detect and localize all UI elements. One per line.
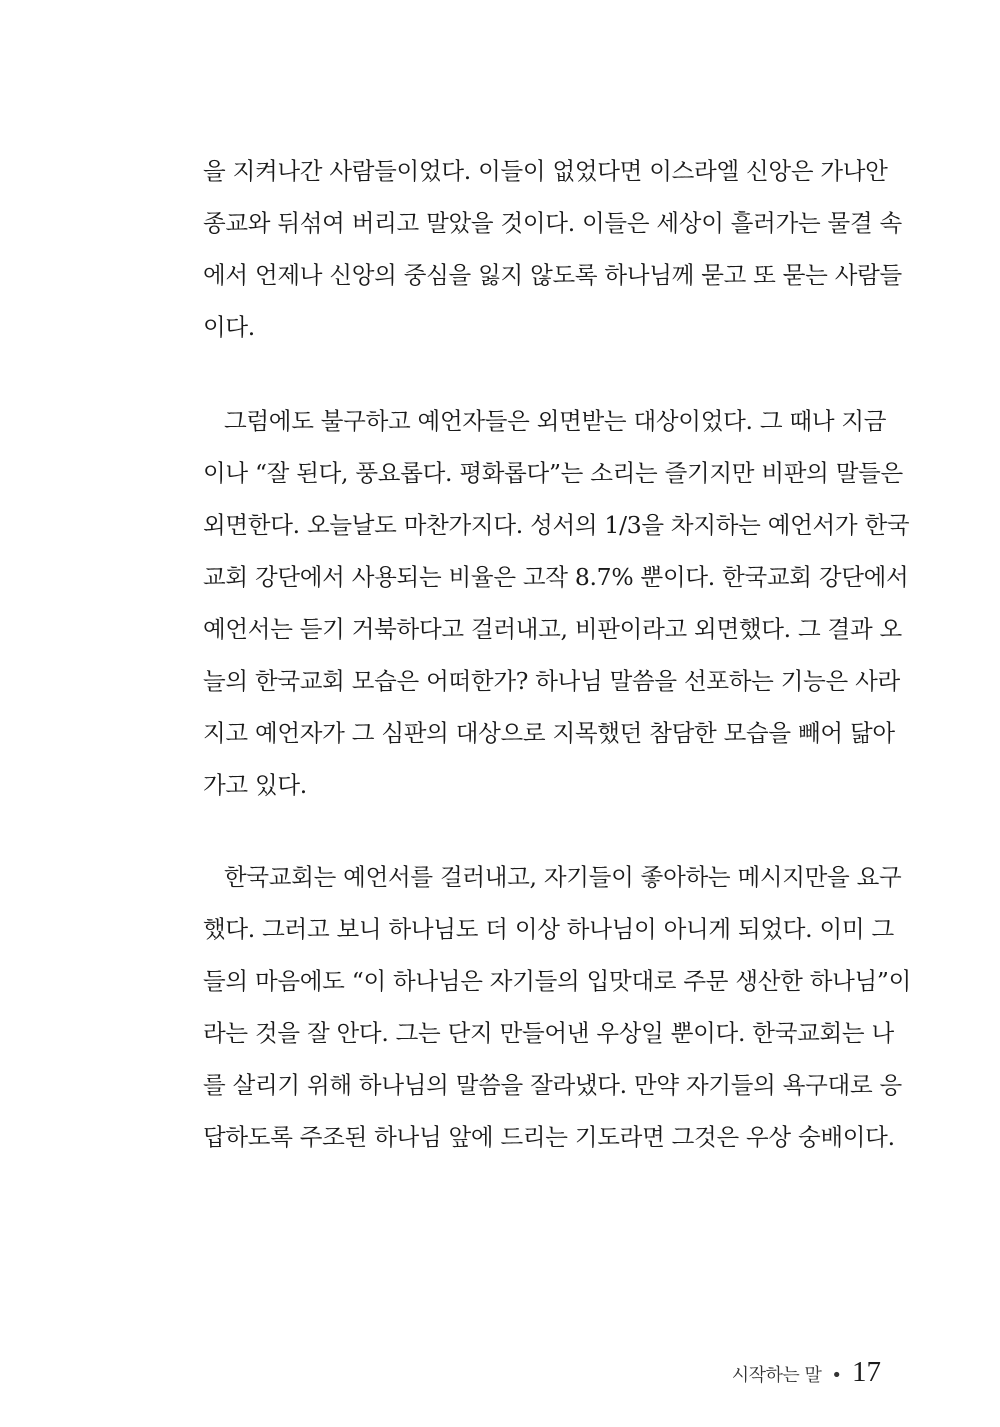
running-section-title: 시작하는 말 [731,1365,822,1386]
paragraph-3-line-1: 한국교회는 예언서를 걸러내고, 자기들이 좋아하는 메시지만을 요구 [224,863,902,891]
paragraph-3-line-6: 답하도록 주조된 하나님 앞에 드리는 기도라면 그것은 우상 숭배이다. [203,1123,895,1151]
paragraph-2-line-8: 가고 있다. [203,771,307,799]
page-number: 17 [852,1356,881,1388]
footer-separator: • [831,1365,842,1386]
paragraph-1-line-2: 종교와 뒤섞여 버리고 말았을 것이다. 이들은 세상이 흘러가는 물결 속 [203,209,902,237]
page-footer [732,1356,881,1392]
paragraph-2-line-5: 예언서는 듣기 거북하다고 걸러내고, 비판이라고 외면했다. 그 결과 오 [203,615,902,643]
paragraph-1-line-3: 에서 언제나 신앙의 중심을 잃지 않도록 하나님께 묻고 또 묻는 사람들 [203,261,902,289]
paragraph-2-line-1: 그럼에도 불구하고 예언자들은 외면받는 대상이었다. 그 때나 지금 [224,407,887,435]
paragraph-3-line-5: 를 살리기 위해 하나님의 말씀을 잘라냈다. 만약 자기들의 욕구대로 응 [203,1071,902,1099]
paragraph-3-line-2: 했다. 그러고 보니 하나님도 더 이상 하나님이 아니게 되었다. 이미 그 [203,915,894,943]
paragraph-1-line-1: 을 지켜나간 사람들이었다. 이들이 없었다면 이스라엘 신앙은 가나안 [203,157,888,185]
paragraph-2-line-7: 지고 예언자가 그 심판의 대상으로 지목했던 참담한 모습을 빼어 닮아 [203,719,895,747]
paragraph-1-line-4: 이다. [203,313,255,341]
paragraph-2-line-3: 외면한다. 오늘날도 마찬가지다. 성서의 1/3을 차지하는 예언서가 한국 [203,511,910,539]
paragraph-2-line-4: 교회 강단에서 사용되는 비율은 고작 8.7% 뿐이다. 한국교회 강단에서 [203,563,909,591]
paragraph-3-line-3: 들의 마음에도 “이 하나님은 자기들의 입맛대로 주문 생산한 하나님”이 [203,967,912,995]
paragraph-3-line-4: 라는 것을 잘 안다. 그는 단지 만들어낸 우상일 뿐이다. 한국교회는 나 [203,1019,894,1047]
paragraph-2-line-6: 늘의 한국교회 모습은 어떠한가? 하나님 말씀을 선포하는 기능은 사라 [203,667,900,695]
paragraph-2-line-2: 이나 “잘 된다, 풍요롭다. 평화롭다”는 소리는 즐기지만 비판의 말들은 [203,459,903,487]
